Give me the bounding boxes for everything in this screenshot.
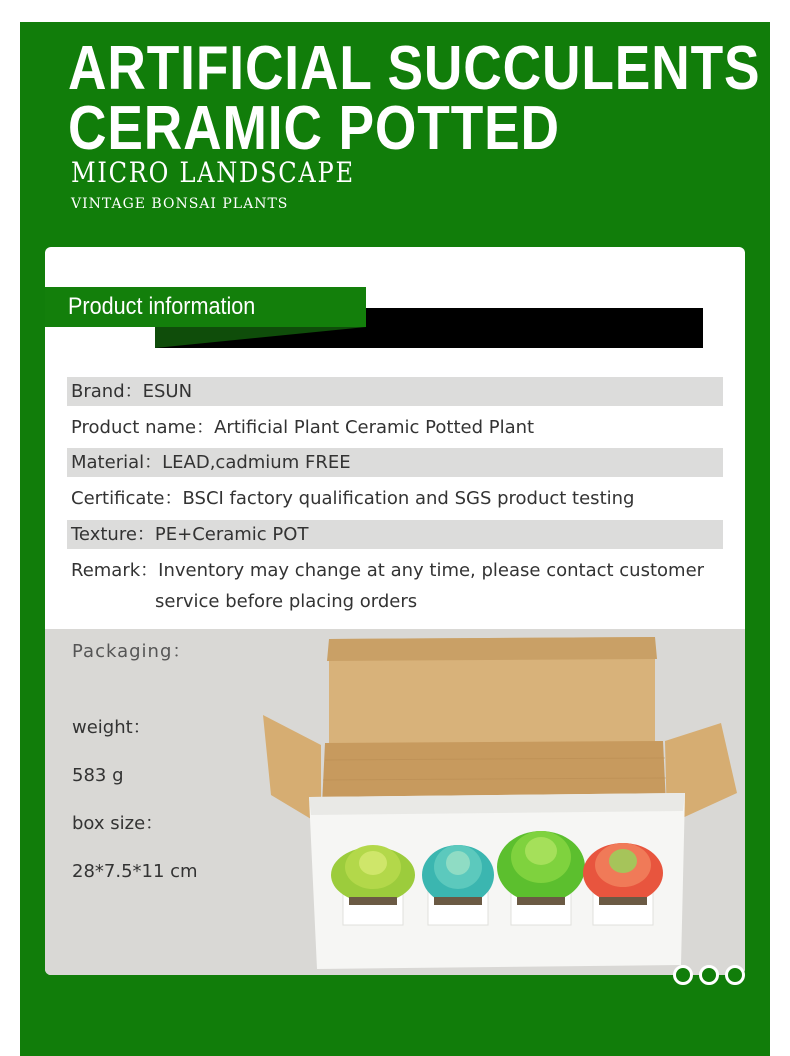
spec-remark-line1: Remark：Inventory may change at any time, please contact customer bbox=[71, 560, 705, 581]
spec-certificate-text: Certificate：BSCI factory qualification and SGS product testing bbox=[71, 488, 635, 509]
box-size-value: 28*7.5*11 cm bbox=[72, 861, 198, 882]
succulent-2 bbox=[422, 845, 494, 905]
succulent-4 bbox=[583, 843, 663, 903]
carousel-dot-icon[interactable] bbox=[699, 965, 719, 985]
weight-value: 583 g bbox=[72, 765, 124, 786]
box-size-label: box size： bbox=[72, 813, 164, 834]
spec-row-remark bbox=[67, 555, 723, 617]
carousel-dot-icon[interactable] bbox=[725, 965, 745, 985]
spec-material-text: Material：LEAD,cadmium FREE bbox=[71, 452, 351, 473]
spec-brand-text: Brand：ESUN bbox=[71, 381, 193, 402]
product-info-card bbox=[45, 247, 745, 975]
spec-row-certificate bbox=[67, 484, 723, 513]
spec-texture-text: Texture：PE+Ceramic POT bbox=[71, 524, 309, 545]
banner-tagline: VINTAGE BONSAI PLANTS bbox=[71, 196, 289, 212]
spec-remark-line2: service before placing orders bbox=[155, 591, 418, 612]
carousel-dot-icon[interactable] bbox=[673, 965, 693, 985]
packaging-title: Packaging： bbox=[72, 641, 192, 662]
spec-row-material bbox=[67, 448, 723, 477]
banner-title-line1: ARTIFICIAL SUCCULENTS bbox=[68, 34, 761, 103]
succulent-box-photo bbox=[263, 635, 739, 971]
section-title: Product information bbox=[68, 293, 256, 320]
spec-row-product-name bbox=[67, 413, 723, 442]
product-page-panel bbox=[20, 22, 770, 1056]
spec-row-texture bbox=[67, 520, 723, 549]
packaging-section bbox=[45, 629, 745, 975]
carousel-dots bbox=[652, 965, 752, 987]
succulent-3 bbox=[497, 831, 585, 903]
weight-label: weight： bbox=[72, 717, 151, 738]
section-header-tab bbox=[45, 287, 366, 327]
banner-subtitle: MICRO LANDSCAPE bbox=[71, 156, 355, 189]
banner-title-line2: CERAMIC POTTED bbox=[68, 94, 560, 163]
spec-row-brand bbox=[67, 377, 723, 406]
spec-product-name-text: Product name：Artificial Plant Ceramic Potted Plant bbox=[71, 417, 535, 438]
